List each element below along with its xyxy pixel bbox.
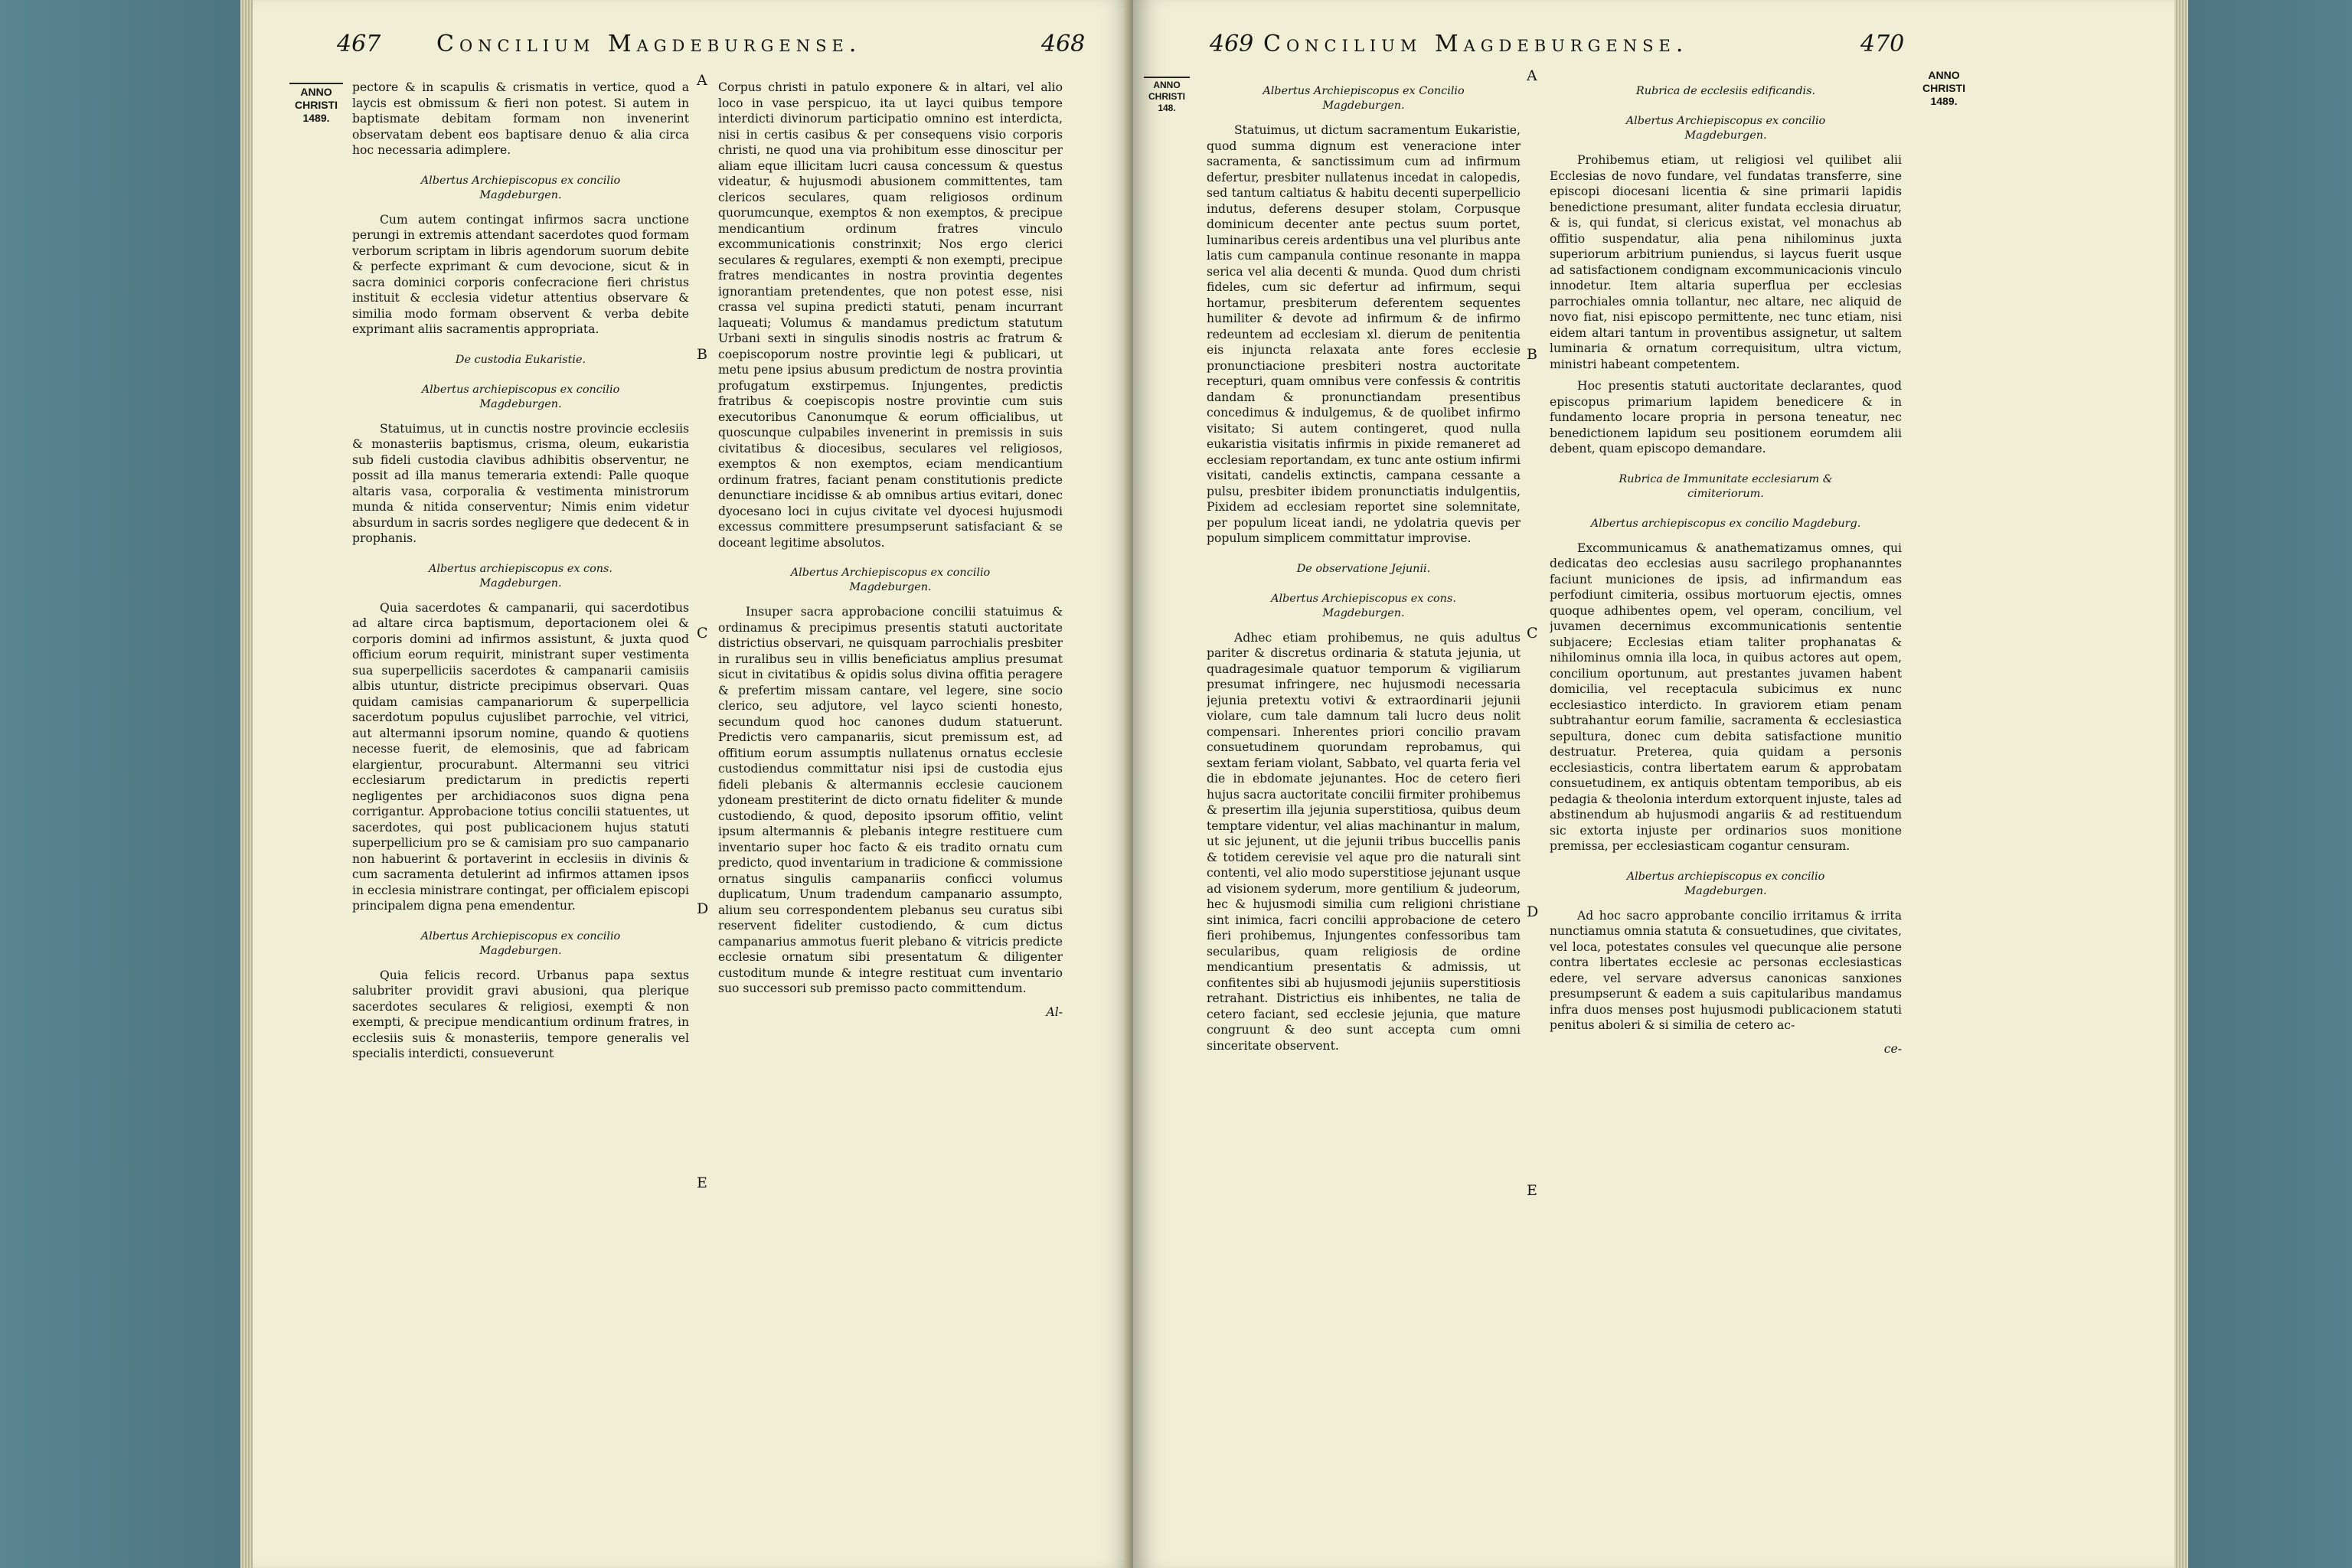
section-mark: B — [697, 346, 707, 363]
section-heading: Albertus Archiepiscopus ex Concilio Magdeburgen. — [1263, 85, 1465, 112]
catchword: ce- — [1883, 1041, 1902, 1056]
paragraph: Adhec etiam prohibemus, ne quis adultus pariter & discretus ordinaria & statuta jejunia, ut quadragesimale quatuor temporum & vigiliarum presumat infringere, nec hujusmodi necessaria jejunia pretextu votivi & extraordinarii jejunii violare, cum tale damnum tali lucro deus nolit compensari. Inherentes priori concilio pravam consuetudinem quorundam reprobamus, qui sextam feriam violant, Sabbato, vel quarta feria vel die in ebdomate jejunantes. Hoc de cetero fieri hujus sacra auctoritate concilii firmiter prohibemus & presertim illa jejunia superstitiosa, quibus deum temptare videntur, vel alias machinantur in malum, ut sic jejunent, ut die jejunii tribus buccellis panis & totidem cerevisie vel aque pro die naturali sint contenti, vel alio modo superstitiose jejunant usque ad visionem syderum, more gentilium & judeorum, hec & hujusmodi similia cum religioni christiane sint inimica, facri concilii approbacione de cetero fieri prohibemus, Injungentes confessoribus tam secularibus, quam religiosis de ordine mendicantium presentatis & admissis, ut confitentes sibi ab hujusmodi jejuniis superstitiosis retrahant. Districtius eis inhibentes, ne talia de cetero faciant, sed ecclesie jejunia, que mature congruunt & deo sunt accepta cum omni sinceritate observent. — [1207, 630, 1521, 1053]
paragraph: Quia sacerdotes & campanarii, qui sacerdotibus ad altare circa baptismum, deportacionem olei & corporis domini ad infirmos assistunt, & juxta quod officium eorum requirit, ministrant super vestimenta sua superpelliciis sacerdotes & campanarii camisiis albis utuntur, districte precipimus observari. Quas quidam camisias campanariorum & superpellicia sacerdotum populus cujuslibet parrochie, vel vitrici, aut altermanni ipsorum nomine, quando & quotiens necesse fuerit, de elemosinis, que ad fabricam elargientur, procurabunt. Altermanni seu vitrici ecclesiarum predictarum in predictis reperti negligentes per archidiaconos suos digna pena corrigantur. Approbacione totius concilii statuentes, ut sacerdotes, qui post publicacionem hujus statuti superpellicium pro se & camisiam pro suo campanario non habuerint & portaverint in ecclesiis in divinis & cum sacramenta detulerint ad infirmos attamen ipsos in ecclesia ministrare contingat, per officialem episcopi principalem digna pena emendentur. — [352, 600, 689, 913]
section-mark: E — [697, 1174, 707, 1191]
paragraph: Quia felicis record. Urbanus papa sextus salubriter providit gravi abusioni, qua plerique sacerdotes seculares & religiosi, exempti & non exempti, & precipue mendicantium ordinum fratres, in ecclesiis suis & monasteriis, tempore generalis vel specialis interdicti, consueverunt — [352, 968, 689, 1060]
text-column — [718, 80, 1063, 1519]
margin-year-line: ANNO — [1928, 69, 1960, 81]
margin-year-line: 1489. — [1930, 95, 1958, 107]
section-heading: Albertus Archiepiscopus ex concilio Magdeburgen. — [790, 567, 991, 593]
right-page — [1133, 0, 2174, 1568]
section-heading: Albertus archiepiscopus ex concilio Magdeburgen. — [1626, 870, 1825, 897]
paragraph: Excommunicamus & anathematizamus omnes, qui dedicatas deo ecclesias ausu sacrilego prophananntes faciunt municiones de ipsis, ad infirmandum eas perfodiunt cimiteria, ossibus mortuorum ejectis, omnes quoque adhibentes opem, vel operam, concilium, vel juvamen decernimus excommunicationis sententie subjacere; Ecclesias etiam taliter prophanatas & nihilominus omnia illa loca, in quibus actores aut opem, concilium oportunum, aut prestantes juvamen habent domicilia, vel receptacula subicimus ex nunc ecclesiastico interdicto. In graviorem etiam penam subtrahantur eorum familie, sacramenta & ecclesiastica sepultura, donec cum debita satisfactione munitio destruatur. Preterea, quia quidam a personis ecclesiasticis, contra libertatem earum & approbatam consuetudinem, ex antiquis obtentam temporibus, ab eis pedagia & theolonia interdum extorquent injuste, tales ad abstinendum ab hujusmodi angariis & ad restituendum sic extorta injuste per ordinarios suos monitione premissa, per ecclesiasticam cogantur censuram. — [1550, 541, 1902, 853]
text-column — [1207, 80, 1521, 1381]
running-head: Concilium Magdeburgense. — [436, 31, 862, 57]
margin-year-note — [1144, 77, 1190, 114]
section-mark: D — [697, 900, 709, 917]
section-mark: A — [1527, 67, 1537, 84]
margin-year-line: 148. — [1158, 103, 1176, 113]
catchword: Al- — [1046, 1004, 1063, 1019]
text-column — [352, 80, 689, 1412]
section-heading: Albertus archiepiscopus ex concilio Magdeburgen. — [421, 383, 620, 410]
margin-year-line: 1489. — [302, 112, 330, 124]
folio-number: 467 — [337, 31, 381, 57]
running-head: Concilium Magdeburgense. — [1263, 31, 1689, 57]
section-mark: E — [1527, 1182, 1537, 1199]
paragraph: Corpus christi in patulo exponere & in altari, vel alio loco in vase perspicuo, ita ut layci quibus tempore interdicti divinorum participatio omnino est interdicta, nisi in certis casibus & per consequens visio corporis christi, ne quod una via prohibitum esse dinoscitur per aliam eque illicitam lucri causa concessum & questus videatur, & hujusmodi abusionem committentes, tam clericos seculares, quam religiosos ordinum quorumcunque, exemptos & non exemptos, & precipue mendicantium ordinum fratres vinculo excommunicationis constrinxit; Nos ergo clerici seculares & regulares, exempti & non exempti, precipue fratres mendicantes in nostra provintia degentes ignorantiam pretendentes, que non potest esse, nisi crassa vel supina predicti statuti, penam incurrant laqueati; Volumus & mandamus predictum statutum Urbani sexti in singulis sinodis nostris ac fratrum & coepiscoporum nostre provintie legi & publicari, ut metu pene ipsius abusum predictum de nostra provintia profugatum exstirpemus. Injungentes, predictis fratribus & coepiscopis nostre provintie cum suis executoribus Canonumque & eorum officialibus, ut quoscunque culpabiles invenerint in premissis in suis civitatibus & diocesibus, seculares vel religiosos, exemptos & non exemptos, eciam mendicantium ordinum fratres, faciant penam constitutionis predicte denunctiare incidisse & ab omnibus artius evitari, donec dyocesano loci in cujus civitate vel dyocesi hujusmodi excessus committere presumpserunt satisfaciant & se doceant legitime absolutos. — [718, 80, 1063, 550]
paragraph: Statuimus, ut dictum sacramentum Eukaristie, quod summa dignum est veneracione inter sacramenta, & sanctissimum cum ad infirmum defertur, presbiter nullatenus incedat in calopedis, sed tantum caltiatus & habitu decenti superpellicio indutus, deferens desuper stolam, Corpusque dominicum decenter ante pectus suum portet, luminaribus cereis ardentibus una vel pluribus ante latis cum campanula continue resonante in mappa serica vel alia decenti & munda. Quod dum christi fideles, cum sic defertur ad infirmum, sequi hortamur, presbiterum deferentem sequentes humiliter & devote ad infirmum & de infirmo redeuntem ad ecclesiam xl. dierum de penitentia eis injuncta relaxata ante fores ecclesie pronunctiacione presbiteri nostra auctoritate recepturi, quam omnibus vere confessis & contritis dandam & pronunctiandam presentibus concedimus & indulgemus, & de quolibet infirmo visitato; Si autem contingeret, quod nulla eukaristia visitatis infirmis in pixide remaneret ad ecclesiam reportandam, ex tunc ante ostium infirmi visitati, candelis extinctis, campana cessante a pulsu, presbiter ibidem pronunctiatis indulgentiis, Pixidem ad ecclesiam reportet sine solemnitate, per populum liceat iandi, ne ydolatria quevis per populum simplicem committatur improvise. — [1207, 123, 1521, 545]
text-column — [1550, 80, 1902, 1519]
section-heading: Rubrica de ecclesiis edificandis. — [1635, 85, 1816, 97]
margin-year-line: CHRISTI — [1922, 82, 1965, 94]
margin-year-line: ANNO — [1153, 80, 1181, 90]
margin-year-line: CHRISTI — [1148, 91, 1185, 102]
section-heading: Albertus archiepiscopus ex concilio Magdeburg. — [1590, 517, 1861, 530]
folio-number: 470 — [1860, 31, 1905, 57]
folio-number: 468 — [1041, 31, 1086, 57]
section-mark: A — [697, 72, 707, 89]
margin-year-line: CHRISTI — [295, 99, 338, 111]
section-heading: Albertus Archiepiscopus ex concilio Magdeburgen. — [1625, 115, 1826, 142]
page-edges-right — [2174, 0, 2188, 1568]
section-mark: C — [697, 625, 708, 642]
left-page — [253, 0, 1133, 1568]
paragraph: Ad hoc sacro approbante concilio irritamus & irrita nunctiamus omnia statuta & consuetudines, que civitates, vel loca, potestates consules vel quecunque alie persone contra libertates ecclesie ac personas ecclesiasticas edere, vel servare adversus canonicas sanxiones presumpserunt & eadem a suis capitularibus mandamus infra duos menses post hujusmodi publicacionem statuti penitus aboleri & si similia de cetero ac- — [1550, 908, 1902, 1032]
section-heading: De custodia Eukaristie. — [455, 353, 586, 366]
paragraph: Statuimus, ut in cunctis nostre provincie ecclesiis & monasteriis baptismus, crisma, oleum, eukaristia sub fideli custodia clavibus adhibitis observentur, ne possit ad illa manus temeraria extendi: Palle quoque altaris vasa, corporalia & vestimenta ministrorum munda & nitida conserventur; Nimis enim videtur absurdum in sacris sordes negligere que dedecent & in prophanis. — [352, 421, 689, 545]
section-heading: De observatione Jejunii. — [1296, 562, 1431, 575]
paragraph: Insuper sacra approbacione concilii statuimus & ordinamus & precipimus presentis statuti auctoritate districtius observari, ne quisquam parrochialis presbiter in ruralibus seu in villis beneficiatus amplius presumat sicut in civitatibus & opidis solus divina offitia peragere & prefertim missam cantare, vel legere, sine socio clerico, seu adjutore, vel layco scienti honesto, secundum quod hoc canones dudum statuerunt. Predictis vero campanariis, sicut premissum est, ad offitium eorum assumptis nullatenus ornatus ecclesie custodiendus committatur nisi ipsi de custodia ejus fideli plebanis & altermannis ecclesie caucionem ydoneam prestiterint de dicto ornatu fideliter & munde custodiendo, & quod, deposito ipsorum offitio, velint ipsum altermannis & plebanis integre restituere cum inventario super hoc facto & eis tradito ornatu cum predicto, quod inventarium in tradicione & commissione ornatus singulis campanariis conficci volumus duplicatum, Unum tradendum campanario assumpto, alium seu correspondentem plebanus seu curatus sibi reservent fideliter custodiendo, & cum dictus campanarius ammotus fuerit plebano & vitricis predicte ecclesie ornatum sibi presentatum & diligenter custoditum munde & integre restituat cum inventario suo successori sub premisso pacto committendum. — [718, 605, 1063, 995]
paragraph: Hoc presentis statuti auctoritate declarantes, quod episcopus primarium lapidem benedicere & in fundamento locare propria in persona teneatur, nec benedictionem lapidum seu positionem eorumdem alii debent, quam episcopo demandare. — [1550, 379, 1902, 456]
section-heading: Albertus Archiepiscopus ex concilio Magdeburgen. — [420, 929, 621, 957]
section-mark: C — [1527, 625, 1538, 642]
paragraph: Prohibemus etiam, ut religiosi vel quilibet alii Ecclesias de novo fundare, vel fundatas transferre, sine episcopi diocesani licentia & sine primarii lapidis benedictione presumant, aliter fundata ecclesia diruatur, & is, qui fundat, si clericus existat, vel monachus ab offitio suspendatur, alia pena nihilominus juxta superiorum arbitrium puniendus, si laycus fuerit usque ad satisfactionem condignam excommunicacionis vinculo innodetur. Item altaria superflua per ecclesias parrochiales omnia tollantur, nec altare, nec aliquid de novo fiat, nisi episcopo permittente, nec tunc etiam, nisi eidem altari tantum in proventibus assignetur, ut saltem luminaria & ornatum correquisitum, ultra victum, ministri habeant competentem. — [1550, 153, 1902, 371]
section-heading: Rubrica de Immunitate ecclesiarum & cimiteriorum. — [1619, 472, 1833, 500]
section-mark: D — [1527, 903, 1539, 920]
margin-year-line: ANNO — [300, 86, 332, 98]
section-heading: Albertus Archiepiscopus ex cons. Magdeburgen. — [1271, 592, 1456, 619]
section-heading: Albertus Archiepiscopus ex concilio Magdeburgen. — [420, 174, 621, 201]
margin-year-note — [289, 83, 343, 125]
folio-number: 469 — [1210, 31, 1254, 57]
paragraph: Cum autem contingat infirmos sacra unctione perungi in extremis attendant sacerdotes quod formam verborum scriptam in libris agendorum suorum debite & perfecte exprimant & cum devocione, sicut & in sacra dominici corporis confecracione fieri christus instituit & ecclesia videtur attentius observare & similia modo formam observent & verba debite exprimant aliis sacramentis appropriata. — [352, 212, 689, 336]
paragraph: pectore & in scapulis & crismatis in vertice, quod a laycis est obmissum & fieri non potest. Si autem in baptismate debitam formam non invenerint observatam debent eos baptisare denuo & alia circa hoc necessaria adimplere. — [352, 80, 689, 157]
section-mark: B — [1527, 346, 1537, 363]
section-heading: Albertus archiepiscopus ex cons. Magdeburgen. — [428, 562, 613, 590]
margin-year-note — [1914, 69, 1974, 108]
